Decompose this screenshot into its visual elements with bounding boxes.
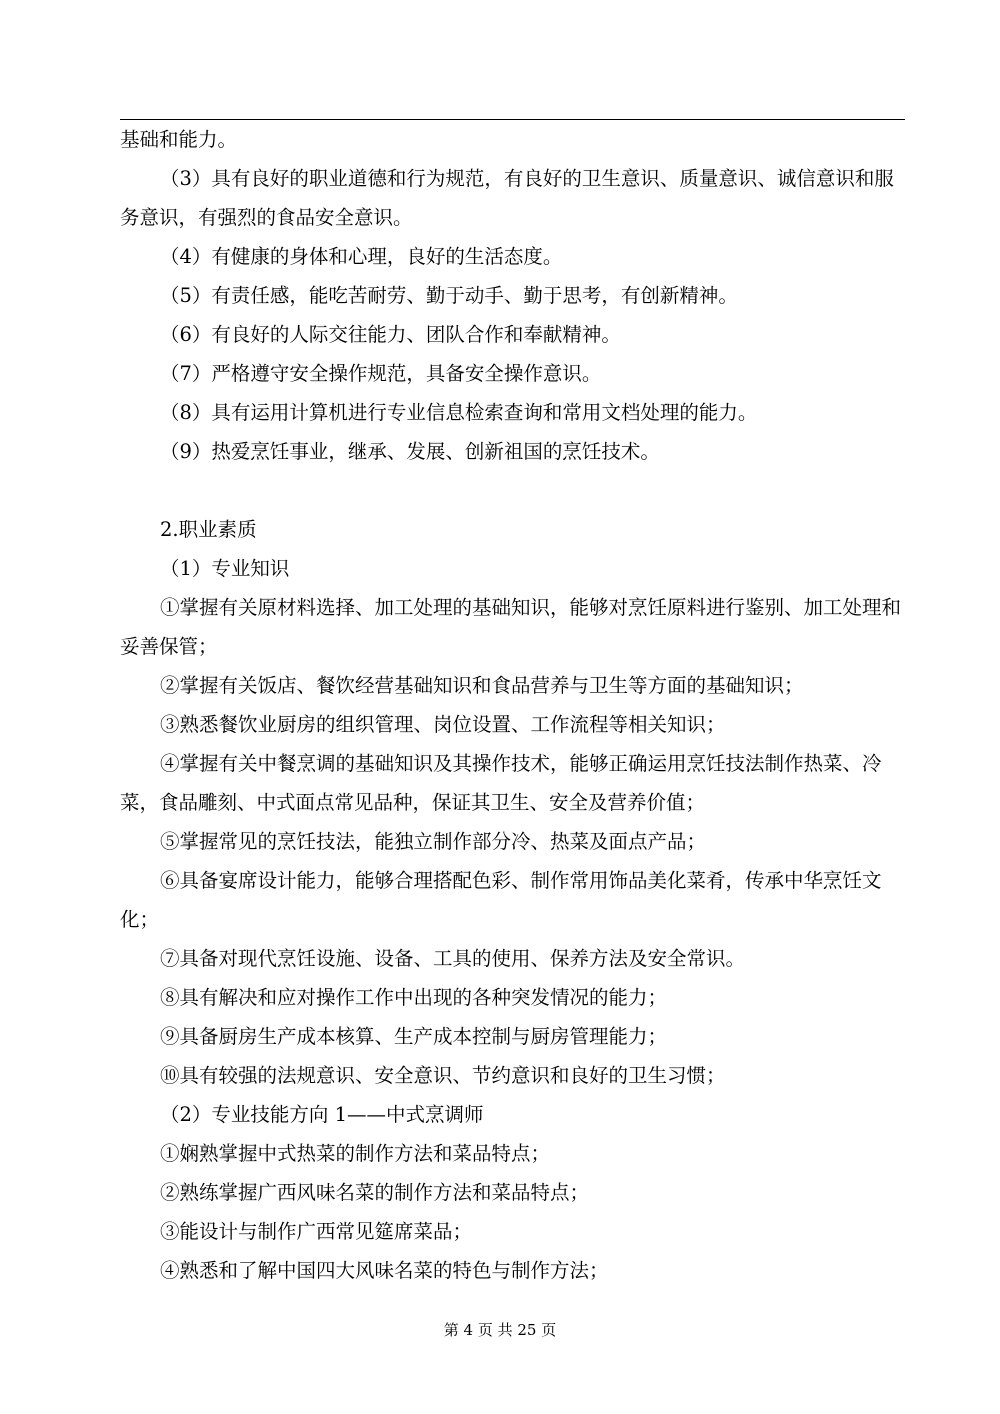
skill-item: ③能设计与制作广西常见筵席菜品； (160, 1220, 473, 1243)
skill-item: ②熟练掌握广西风味名菜的制作方法和菜品特点； (160, 1181, 590, 1204)
knowledge-item: ⑥具备宴席设计能力，能够合理搭配色彩、制作常用饰品美化菜肴，传承中华烹饪文化； (120, 869, 882, 931)
page-footer (0, 1320, 1000, 1340)
subsection-title: （2）专业技能方向 1——中式烹调师 (160, 1103, 484, 1126)
paragraph: （7）严格遵守安全操作规范，具备安全操作意识。 (160, 362, 602, 385)
knowledge-item: ⑩具有较强的法规意识、安全意识、节约意识和良好的卫生习惯； (160, 1064, 726, 1087)
paragraph: 基础和能力。 (120, 128, 238, 151)
paragraph: （8）具有运用计算机进行专业信息检索查询和常用文档处理的能力。 (160, 401, 758, 424)
knowledge-item: ⑨具备厨房生产成本核算、生产成本控制与厨房管理能力； (160, 1025, 668, 1048)
paragraph: （5）有责任感，能吃苦耐劳、勤于动手、勤于思考，有创新精神。 (160, 284, 738, 307)
skill-item: ①娴熟掌握中式热菜的制作方法和菜品特点； (160, 1142, 551, 1165)
paragraph: （9）热爱烹饪事业，继承、发展、创新祖国的烹饪技术。 (160, 440, 660, 463)
paragraph: （3）具有良好的职业道德和行为规范，有良好的卫生意识、质量意识、诚信意识和服务意识，有强烈的食品安全意识。 (120, 167, 894, 229)
page-number: 第 4 页 共 25 页 (443, 1321, 557, 1339)
knowledge-item: ①掌握有关原材料选择、加工处理的基础知识，能够对烹饪原料进行鉴别、加工处理和妥善保管； (120, 596, 902, 658)
skill-item: ④熟悉和了解中国四大风味名菜的特色与制作方法； (160, 1259, 609, 1282)
knowledge-item: ③熟悉餐饮业厨房的组织管理、岗位设置、工作流程等相关知识； (160, 713, 726, 736)
knowledge-item: ②掌握有关饭店、餐饮经营基础知识和食品营养与卫生等方面的基础知识； (160, 674, 804, 697)
knowledge-item: ⑧具有解决和应对操作工作中出现的各种突发情况的能力； (160, 986, 668, 1009)
section-title: 2.职业素质 (160, 518, 257, 541)
document-body (120, 120, 906, 1290)
paragraph: （6）有良好的人际交往能力、团队合作和奉献精神。 (160, 323, 621, 346)
subsection-title: （1）专业知识 (160, 557, 290, 580)
knowledge-item: ④掌握有关中餐烹调的基础知识及其操作技术，能够正确运用烹饪技法制作热菜、冷菜，食品雕刻、中式面点常见品种，保证其卫生、安全及营养价值； (120, 752, 882, 814)
knowledge-item: ⑤掌握常见的烹饪技法，能独立制作部分冷、热菜及面点产品； (160, 830, 707, 853)
knowledge-item: ⑦具备对现代烹饪设施、设备、工具的使用、保养方法及安全常识。 (160, 947, 746, 970)
paragraph: （4）有健康的身体和心理，良好的生活态度。 (160, 245, 563, 268)
